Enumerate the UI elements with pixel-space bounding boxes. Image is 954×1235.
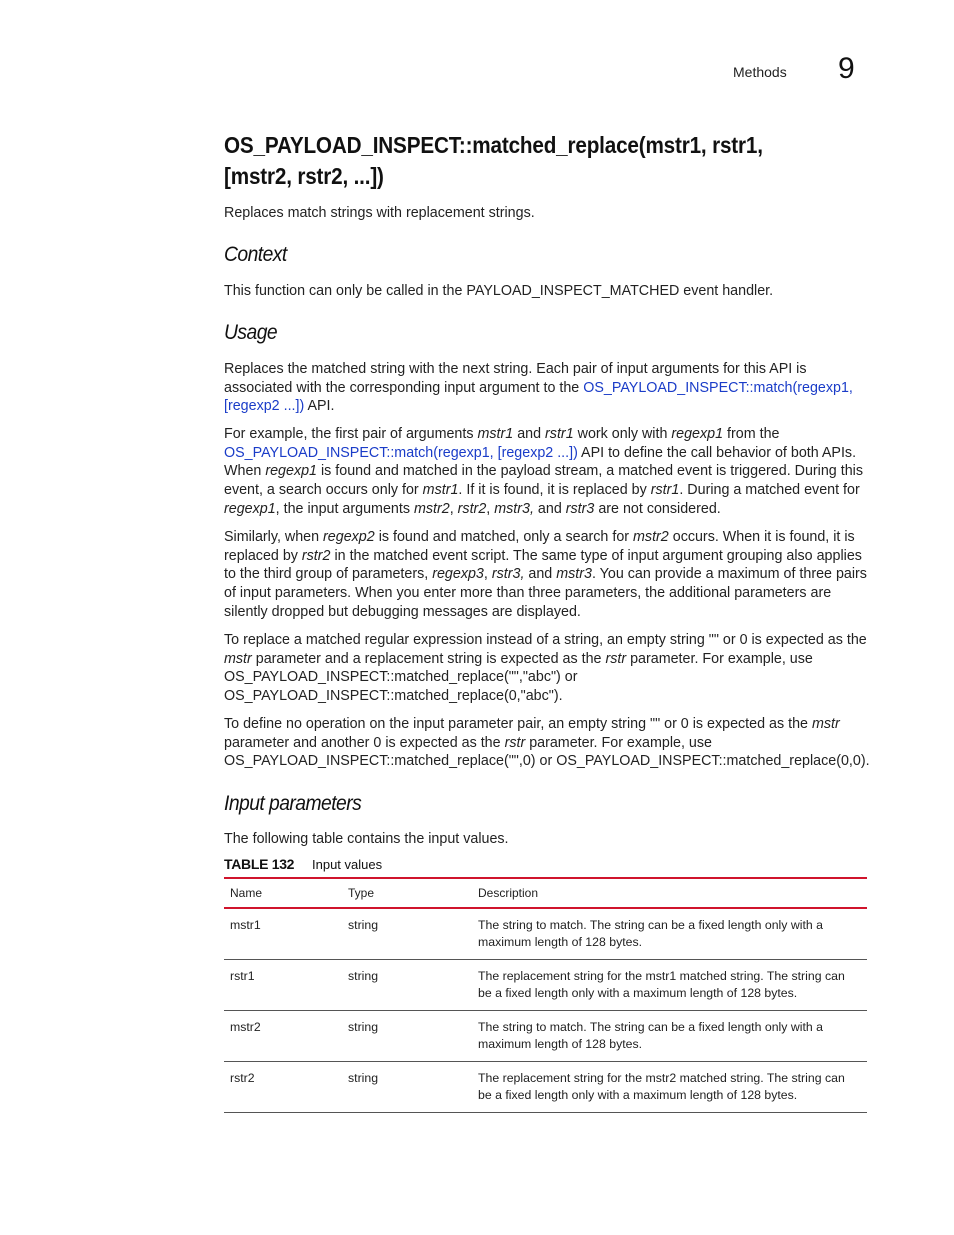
table-row <box>224 960 867 1011</box>
usage-paragraph-4: To replace a matched regular expression instead of a string, an empty string "" or 0 is expected as the mstr parameter and a replacement string is expected as the rstr parameter. For example, use OS_PAYLOAD_INSPECT::matched_replace("","abc") or OS_PAYLOAD_INSPECT::matched_replace(0,"abc"). <box>224 632 867 705</box>
match-api-link[interactable]: OS_PAYLOAD_INSPECT::match(regexp1, [regexp2 ...]) <box>224 444 578 461</box>
cell-name: mstr2 <box>224 1011 342 1062</box>
usage-paragraph-3: Similarly, when regexp2 is found and matched, only a search for mstr2 occurs. When it is found, it is replaced by rstr2 in the matched event script. The same type of input argument grouping also applies to the third group of parameters, regexp3, rstr3, and mstr3. You can provide a maximum of three pairs of input parameters. When you enter more than three parameters, the additional parameters are silently dropped but debugging messages are displayed. <box>224 529 867 620</box>
table-row <box>224 1062 867 1113</box>
cell-type: string <box>342 1011 472 1062</box>
cell-type: string <box>342 960 472 1011</box>
column-header-description: Description <box>472 878 867 908</box>
context-heading: Context <box>224 243 287 266</box>
cell-description: The string to match. The string can be a fixed length only with a maximum length of 128 bytes. <box>472 1011 867 1062</box>
input-parameters-intro: The following table contains the input values. <box>224 831 509 847</box>
running-header-section: Methods <box>733 64 787 80</box>
table-row <box>224 1011 867 1062</box>
usage-paragraph-1: Replaces the matched string with the next string. Each pair of input arguments for this API is associated with the corresponding input argument to the OS_PAYLOAD_INSPECT::match(regexp1, [regexp2 ...]) API. <box>224 361 853 415</box>
input-parameters-heading: Input parameters <box>224 792 362 815</box>
table-row <box>224 908 867 960</box>
cell-description: The replacement string for the mstr1 matched string. The string can be a fixed length only with a maximum length of 128 bytes. <box>472 960 867 1011</box>
match-api-link[interactable]: OS_PAYLOAD_INSPECT::match(regexp1, [regexp2 ...]) <box>224 379 853 415</box>
column-header-name: Name <box>224 878 342 908</box>
input-values-table <box>224 877 867 1113</box>
context-paragraph: This function can only be called in the PAYLOAD_INSPECT_MATCHED event handler. <box>224 283 774 299</box>
intro-paragraph: Replaces match strings with replacement strings. <box>224 205 535 221</box>
cell-name: rstr2 <box>224 1062 342 1113</box>
usage-paragraph-2: For example, the first pair of arguments mstr1 and rstr1 work only with regexp1 from the OS_PAYLOAD_INSPECT::match(regexp1, [regexp2 ...]) API to define the call behavior of both APIs. When regexp1 is found and matched in the payload stream, a matched event is triggered. During this event, a search occurs only for mstr1. If it is found, it is replaced by rstr1. During a matched event for regexp1, the input arguments mstr2, rstr2, mstr3, and rstr3 are not considered. <box>224 426 863 517</box>
page-title: OS_PAYLOAD_INSPECT::matched_replace(mstr1, rstr1, [mstr2, rstr2, ...]) <box>224 132 763 189</box>
table-caption <box>224 856 382 872</box>
table-title: Input values <box>312 857 383 872</box>
chapter-number: 9 <box>838 52 855 85</box>
cell-type: string <box>342 1062 472 1113</box>
usage-heading: Usage <box>224 321 278 344</box>
cell-name: mstr1 <box>224 908 342 960</box>
usage-paragraph-5: To define no operation on the input parameter pair, an empty string "" or 0 is expected as the mstr parameter and another 0 is expected as the rstr parameter. For example, use OS_PAYLOAD_INSPECT::matched_replace("",0) or OS_PAYLOAD_INSPECT::matched_replace(0,0). <box>224 716 870 770</box>
cell-description: The string to match. The string can be a fixed length only with a maximum length of 128 bytes. <box>472 908 867 960</box>
cell-name: rstr1 <box>224 960 342 1011</box>
cell-type: string <box>342 908 472 960</box>
table-label: TABLE 132 <box>224 856 295 872</box>
cell-description: The replacement string for the mstr2 matched string. The string can be a fixed length only with a maximum length of 128 bytes. <box>472 1062 867 1113</box>
table-header-row <box>224 878 867 908</box>
column-header-type: Type <box>342 878 472 908</box>
